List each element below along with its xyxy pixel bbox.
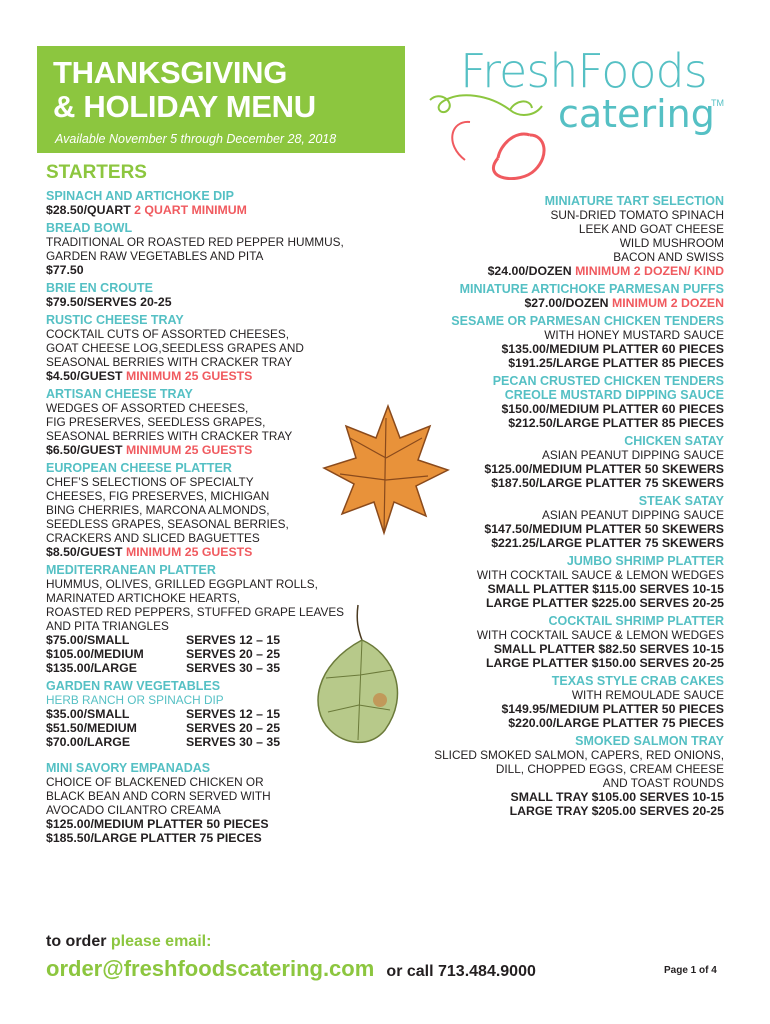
to-order-text: to order (46, 933, 107, 950)
price-text: $150.00/MEDIUM PLATTER 60 PIECES (501, 402, 724, 416)
item-price (384, 716, 724, 730)
item-price (46, 295, 376, 309)
logo-freshfoods-text: FreshFoods (460, 44, 707, 98)
price-text: LARGE PLATTER $150.00 SERVES 20-25 (485, 656, 724, 670)
item-desc-line: WITH HONEY MUSTARD SAUCE (544, 328, 724, 342)
order-email-link[interactable]: order@freshfoodscatering.com (46, 956, 375, 981)
logo-trademark: TM (711, 98, 724, 108)
item-desc-line: BACON AND SWISS (613, 250, 724, 264)
item-name: MEDITERRANEAN PLATTER (46, 563, 216, 577)
minimum-note: MINIMUM 25 GUESTS (125, 369, 253, 383)
minimum-note: 2 QUART MINIMUM (134, 203, 247, 217)
item-desc-line: ASIAN PEANUT DIPPING SAUCE (541, 508, 724, 522)
item-desc-line: WITH COCKTAIL SAUCE & LEMON WEDGES (476, 568, 724, 582)
price-text: $8.50/GUEST (46, 545, 123, 559)
menu-item (384, 282, 724, 310)
tier-price: $70.00/LARGE (46, 735, 131, 749)
price-text: $4.50/GUEST (46, 369, 123, 383)
price-text: $220.00/LARGE PLATTER 75 PIECES (508, 716, 724, 730)
phone-text: or call 713.484.9000 (386, 963, 536, 980)
item-desc-line: FIG PRESERVES, SEEDLESS GRAPES, (46, 415, 266, 429)
minimum-note: MINIMUM 25 GUESTS (125, 443, 253, 457)
item-name: GARDEN RAW VEGETABLES (46, 679, 221, 693)
price-text: $27.00/DOZEN (524, 296, 609, 310)
item-desc-line: CHEF’S SELECTIONS OF SPECIALTY (46, 475, 254, 489)
page-number: Page 1 of 4 (664, 965, 717, 976)
price-text: $125.00/MEDIUM PLATTER 50 SKEWERS (484, 462, 724, 476)
price-text: $24.00/DOZEN (487, 264, 572, 278)
price-text: $6.50/GUEST (46, 443, 123, 457)
section-title: STARTERS (46, 162, 147, 183)
item-name: CHICKEN SATAY (624, 434, 724, 448)
freshfoods-logo (420, 40, 760, 180)
item-desc-line: TRADITIONAL OR ROASTED RED PEPPER HUMMUS, (46, 235, 344, 249)
item-price (384, 596, 724, 610)
item-name: SESAME OR PARMESAN CHICKEN TENDERS (451, 314, 724, 328)
item-price (384, 356, 724, 370)
minimum-note: MINIMUM 2 DOZEN (611, 296, 724, 310)
item-price: $185.50/LARGE PLATTER 75 PIECES (46, 831, 262, 845)
green-leaf-icon (300, 600, 415, 750)
item-price (46, 263, 376, 277)
price-text: $79.50/SERVES 20-25 (46, 295, 172, 309)
tier-serves: SERVES 12 – 15 (186, 633, 281, 647)
price-text: $187.50/LARGE PLATTER 75 SKEWERS (491, 476, 724, 490)
price-text: $149.95/MEDIUM PLATTER 50 PIECES (501, 702, 724, 716)
item-desc-line: ASIAN PEANUT DIPPING SAUCE (541, 448, 724, 462)
item-desc-line: LEEK AND GOAT CHEESE (578, 222, 724, 236)
price-text: LARGE TRAY $205.00 SERVES 20-25 (509, 804, 724, 818)
menu-item (46, 281, 376, 309)
item-desc-line: SEASONAL BERRIES WITH CRACKER TRAY (46, 355, 293, 369)
menu-item (384, 554, 724, 610)
tier-price: $51.50/MEDIUM (46, 721, 137, 735)
item-price (46, 369, 376, 383)
item-price (384, 642, 724, 656)
availability-subtitle: Available November 5 through December 28, 2018 (55, 132, 337, 146)
menu-item (46, 313, 376, 383)
minimum-note: MINIMUM 25 GUESTS (125, 545, 253, 559)
item-desc-line: SEEDLESS GRAPES, SEASONAL BERRIES, (46, 517, 289, 531)
item-price (384, 342, 724, 356)
menu-item (46, 189, 376, 217)
tier-price: $75.00/SMALL (46, 633, 130, 647)
tier-serves: SERVES 12 – 15 (186, 707, 281, 721)
price-text: $77.50 (46, 263, 84, 277)
item-desc-line: CHEESES, FIG PRESERVES, MICHIGAN (46, 489, 270, 503)
tier-price: $135.00/LARGE (46, 661, 137, 675)
item-price (384, 536, 724, 550)
item-desc-line: SLICED SMOKED SALMON, CAPERS, RED ONIONS, (434, 748, 724, 762)
tier-serves: SERVES 20 – 25 (186, 721, 281, 735)
tier-serves: SERVES 30 – 35 (186, 735, 281, 749)
title-line-2: & HOLIDAY MENU (53, 89, 316, 124)
item-desc-line: CRACKERS AND SLICED BAGUETTES (46, 531, 260, 545)
item-desc-line: ROASTED RED PEPPERS, STUFFED GRAPE LEAVES (46, 605, 345, 619)
item-name: EUROPEAN CHEESE PLATTER (46, 461, 232, 475)
item-name: TEXAS STYLE CRAB CAKES (551, 674, 724, 688)
menu-item (384, 674, 724, 730)
item-price (384, 702, 724, 716)
item-desc-line: AND PITA TRIANGLES (46, 619, 169, 633)
item-desc-line: MARINATED ARTICHOKE HEARTS, (46, 591, 241, 605)
price-text: SMALL PLATTER $82.50 SERVES 10-15 (493, 642, 724, 656)
tier-price: $35.00/SMALL (46, 707, 130, 721)
item-name: STEAK SATAY (638, 494, 724, 508)
item-name: COCKTAIL SHRIMP PLATTER (548, 614, 724, 628)
item-note: HERB RANCH OR SPINACH DIP (46, 693, 224, 707)
price-text: LARGE PLATTER $225.00 SERVES 20-25 (485, 596, 724, 610)
price-text: $147.50/MEDIUM PLATTER 50 SKEWERS (484, 522, 724, 536)
title-banner (37, 46, 405, 153)
item-desc-line: DILL, CHOPPED EGGS, CREAM CHEESE (495, 762, 724, 776)
menu-item (46, 761, 376, 845)
price-text: $221.25/LARGE PLATTER 75 SKEWERS (491, 536, 724, 550)
item-price (384, 582, 724, 596)
item-price (46, 545, 376, 559)
price-text: SMALL TRAY $105.00 SERVES 10-15 (510, 790, 724, 804)
menu-item (384, 194, 724, 278)
item-desc-line: SEASONAL BERRIES WITH CRACKER TRAY (46, 429, 293, 443)
item-desc-line: GARDEN RAW VEGETABLES AND PITA (46, 249, 264, 263)
item-desc-line: WITH COCKTAIL SAUCE & LEMON WEDGES (476, 628, 724, 642)
price-text: $191.25/LARGE PLATTER 85 PIECES (508, 356, 724, 370)
menu-item (384, 734, 724, 818)
item-price (384, 804, 724, 818)
item-desc-line: WILD MUSHROOM (619, 236, 724, 250)
tier-price: $105.00/MEDIUM (46, 647, 144, 661)
item-desc-line: BING CHERRIES, MARCONA ALMONDS, (46, 503, 270, 517)
item-name: JUMBO SHRIMP PLATTER (566, 554, 724, 568)
item-desc-line: SUN-DRIED TOMATO SPINACH (550, 208, 724, 222)
item-name: MINI SAVORY EMPANADAS (46, 761, 211, 775)
item-desc-line: BLACK BEAN AND CORN SERVED WITH (46, 789, 271, 803)
price-text: $212.50/LARGE PLATTER 85 PIECES (508, 416, 724, 430)
item-desc-line: CHOICE OF BLACKENED CHICKEN OR (46, 775, 264, 789)
tier-serves: SERVES 30 – 35 (186, 661, 281, 675)
menu-item (384, 614, 724, 670)
item-name: RUSTIC CHEESE TRAY (46, 313, 184, 327)
item-name: BREAD BOWL (46, 221, 133, 235)
item-name: MINIATURE ARTICHOKE PARMESAN PUFFS (459, 282, 724, 296)
menu-item (46, 221, 376, 277)
minimum-note: MINIMUM 2 DOZEN/ KIND (575, 264, 724, 278)
price-text: $28.50/QUART (46, 203, 131, 217)
item-name: SPINACH AND ARTICHOKE DIP (46, 189, 234, 203)
item-name: BRIE EN CROUTE (46, 281, 153, 295)
item-desc-line: AND TOAST ROUNDS (602, 776, 724, 790)
item-price (384, 296, 724, 310)
item-desc-line: WEDGES OF ASSORTED CHEESES, (46, 401, 249, 415)
title-line-1: THANKSGIVING (53, 55, 288, 90)
item-price (384, 656, 724, 670)
item-desc-line: COCKTAIL CUTS OF ASSORTED CHEESES, (46, 327, 289, 341)
item-name: MINIATURE TART SELECTION (544, 194, 724, 208)
item-price (46, 203, 376, 217)
contact-line (46, 956, 536, 982)
item-price (384, 790, 724, 804)
item-name: SMOKED SALMON TRAY (575, 734, 724, 748)
item-name: PECAN CRUSTED CHICKEN TENDERS (492, 374, 724, 388)
item-desc-line: AVOCADO CILANTRO CREAMA (46, 803, 221, 817)
item-price: $125.00/MEDIUM PLATTER 50 PIECES (46, 817, 269, 831)
price-text: SMALL PLATTER $115.00 SERVES 10-15 (487, 582, 724, 596)
item-desc-line: WITH REMOULADE SAUCE (571, 688, 724, 702)
item-desc-line: HUMMUS, OLIVES, GRILLED EGGPLANT ROLLS, (46, 577, 318, 591)
logo-catering-text: catering (558, 92, 715, 136)
item-name: CREOLE MUSTARD DIPPING SAUCE (504, 388, 724, 402)
orange-leaf-icon (318, 398, 453, 538)
item-price (384, 264, 724, 278)
item-desc-line: GOAT CHEESE LOG,SEEDLESS GRAPES AND (46, 341, 304, 355)
order-prompt (46, 933, 211, 951)
item-name: ARTISAN CHEESE TRAY (46, 387, 193, 401)
menu-item (384, 314, 724, 370)
tier-serves: SERVES 20 – 25 (186, 647, 281, 661)
please-email-text: please email: (110, 933, 212, 950)
price-text: $135.00/MEDIUM PLATTER 60 PIECES (501, 342, 724, 356)
